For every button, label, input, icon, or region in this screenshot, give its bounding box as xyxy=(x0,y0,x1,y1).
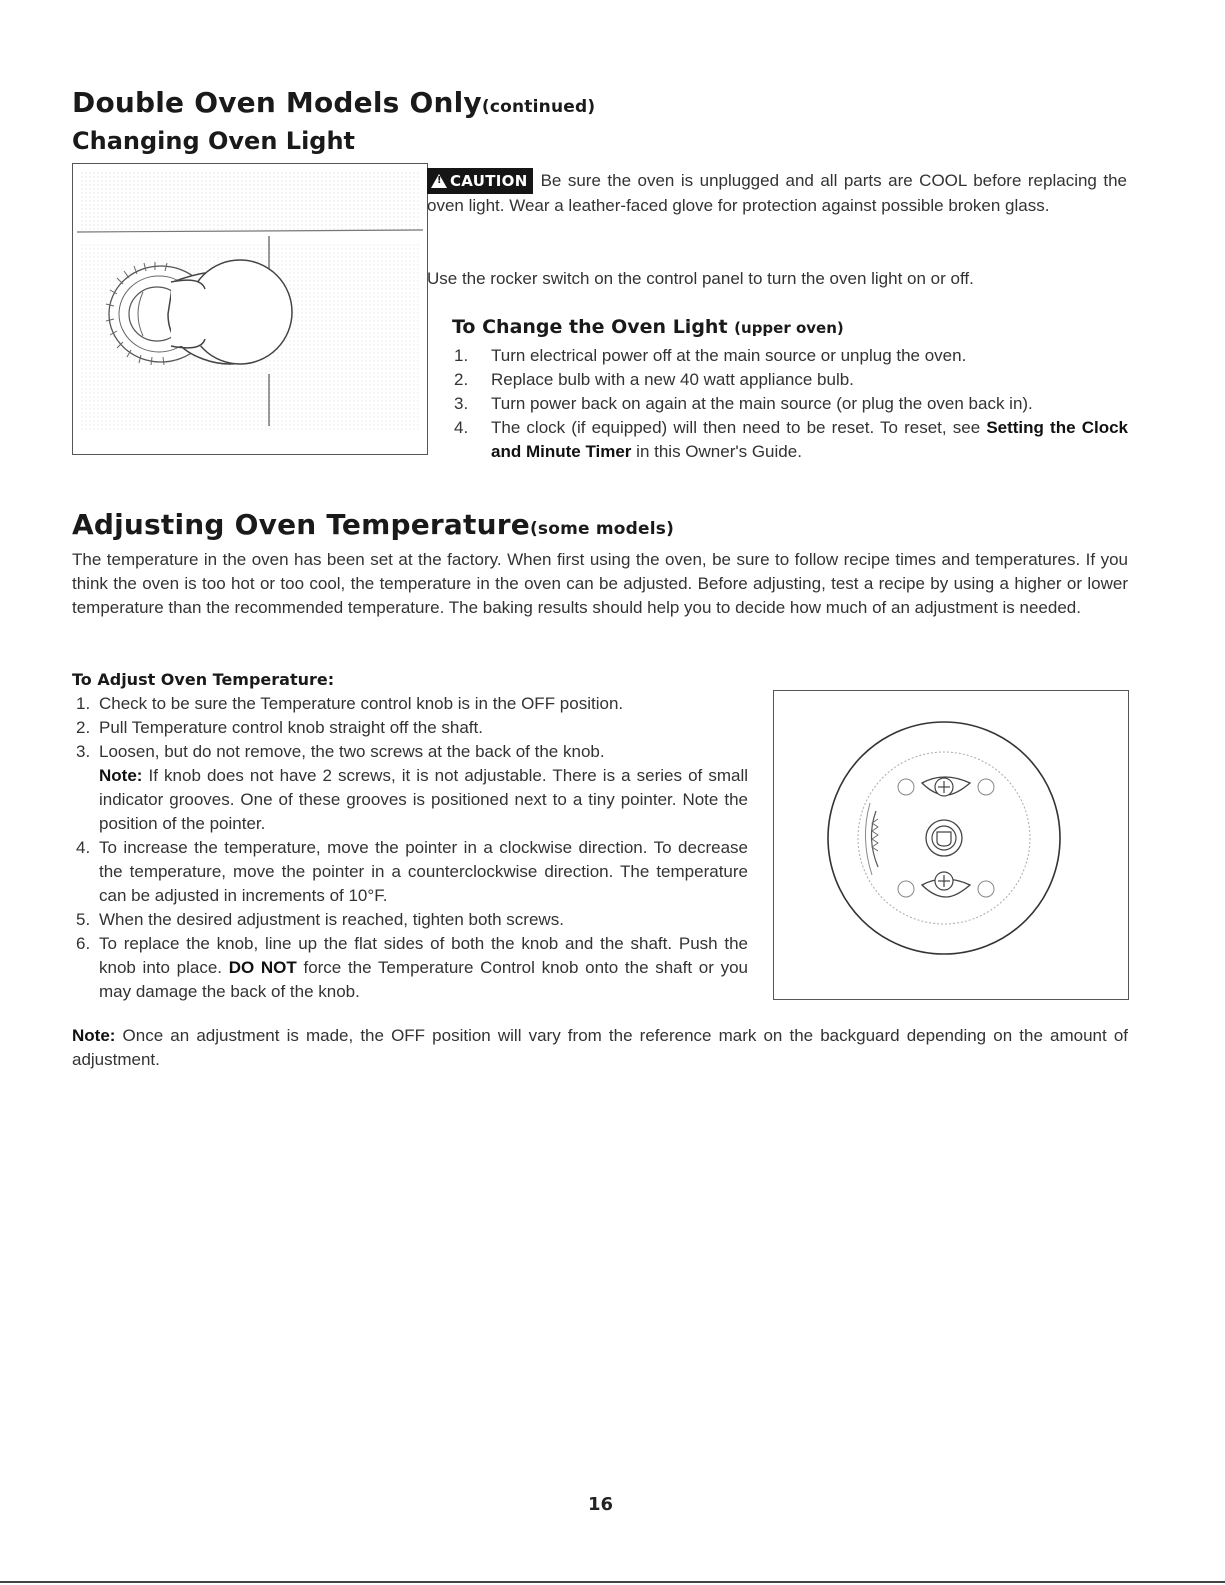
section-title-temperature-text: Adjusting Oven Temperature xyxy=(72,508,530,541)
page-title-text: Double Oven Models Only xyxy=(72,86,482,119)
list-item-text: Turn electrical power off at the main source or unplug the oven. xyxy=(491,346,967,365)
list-item-number: 5. xyxy=(76,910,91,929)
list-item-text: Turn power back on again at the main source (or plug the oven back in). xyxy=(491,394,1033,413)
list-item xyxy=(454,392,1128,416)
adjust-temperature-heading: To Adjust Oven Temperature: xyxy=(72,670,335,689)
step-note xyxy=(76,764,748,836)
list-item-text: Check to be sure the Temperature control knob is in the OFF position. xyxy=(99,694,624,713)
list-item-number: 3. xyxy=(76,742,91,761)
final-note-text: Once an adjustment is made, the OFF position will vary from the reference mark on the backguard depending on the amount of adjustment. xyxy=(72,1026,1128,1069)
oven-light-illustration xyxy=(73,164,427,454)
change-light-heading xyxy=(452,316,844,338)
page-number: 16 xyxy=(588,1494,614,1515)
list-item-number: 4. xyxy=(454,418,469,437)
list-item-number: 2. xyxy=(76,718,91,737)
list-item-number: 4. xyxy=(76,838,91,857)
rocker-switch-text: Use the rocker switch on the control panel to turn the oven light on or off. xyxy=(427,269,974,288)
list-item xyxy=(76,908,748,932)
list-item xyxy=(454,344,1128,368)
oven-light-figure xyxy=(72,163,428,455)
list-item-text: Pull Temperature control knob straight off the shaft. xyxy=(99,718,483,737)
page-title xyxy=(72,86,595,119)
warning-triangle-icon xyxy=(431,174,447,188)
list-item xyxy=(454,416,1128,464)
list-item xyxy=(76,932,748,1004)
page-bottom-rule xyxy=(0,1581,1225,1583)
list-item-text: To increase the temperature, move the pointer in a clockwise direction. To decrease the temperature, move the pointer in a counterclockwise direction. The temperature can be adjusted in increments of 10°F. xyxy=(99,838,748,905)
list-item-number: 2. xyxy=(454,370,469,389)
list-item xyxy=(76,740,748,764)
step-note-text: Note: If knob does not have 2 screws, it is not adjustable. There is a series of small indicator grooves. One of these grooves is positioned next to a tiny pointer. Note the position of the pointer. xyxy=(99,766,748,833)
guide-reference: Setting the Clock and Minute Timer xyxy=(491,418,1128,461)
caution-label: CAUTION xyxy=(450,172,528,190)
list-item-text: To replace the knob, line up the flat sides of both the knob and the shaft. Push the knob into place. DO NOT force the Temperature Control knob onto the shaft or you may damage the back of the knob. xyxy=(99,934,748,1001)
list-item-number: 6. xyxy=(76,934,91,953)
do-not-warning: DO NOT xyxy=(228,958,297,977)
section-title-temperature-suffix: (some models) xyxy=(529,519,675,539)
list-item-number: 1. xyxy=(76,694,91,713)
temperature-intro: The temperature in the oven has been set at the factory. When first using the oven, be sure to follow recipe times and temperatures. If you think the oven is too hot or too cool, the temperature in the oven can be adjusted. Before adjusting, test a recipe by using a higher or lower temperature than the recommended temperature. The baking results should help you to decide how much of an adjustment is needed. xyxy=(72,550,1128,617)
change-light-heading-text: To Change the Oven Light xyxy=(452,316,728,338)
note-label: Note: xyxy=(99,766,143,785)
list-item-number: 3. xyxy=(454,394,469,413)
caution-paragraph xyxy=(427,168,1127,218)
list-item-text: Replace bulb with a new 40 watt appliance bulb. xyxy=(491,370,854,389)
caution-text: Be sure the oven is unplugged and all parts are COOL before replacing the oven light. Wear a leather-faced glove for protection against possible broken glass. xyxy=(427,171,1127,215)
note-label: Note: xyxy=(72,1026,116,1045)
final-note xyxy=(72,1024,1128,1072)
change-light-heading-suffix: (upper oven) xyxy=(734,319,844,337)
list-item xyxy=(76,716,748,740)
list-item-text: The clock (if equipped) will then need to be reset. To reset, see Setting the Clock and Minute Timer in this Owner's Guide. xyxy=(491,418,1128,461)
list-item-text: When the desired adjustment is reached, tighten both screws. xyxy=(99,910,564,929)
temperature-knob-illustration xyxy=(774,691,1128,999)
list-item xyxy=(454,368,1128,392)
list-item xyxy=(76,692,748,716)
section-title-temperature xyxy=(72,508,674,541)
page-title-suffix: (continued) xyxy=(481,97,596,117)
list-item-number: 1. xyxy=(454,346,469,365)
caution-badge xyxy=(427,168,533,194)
section-title-oven-light: Changing Oven Light xyxy=(72,127,356,155)
list-item-text: Loosen, but do not remove, the two screws at the back of the knob. xyxy=(99,742,605,761)
knob-figure xyxy=(773,690,1129,1000)
list-item xyxy=(76,836,748,908)
